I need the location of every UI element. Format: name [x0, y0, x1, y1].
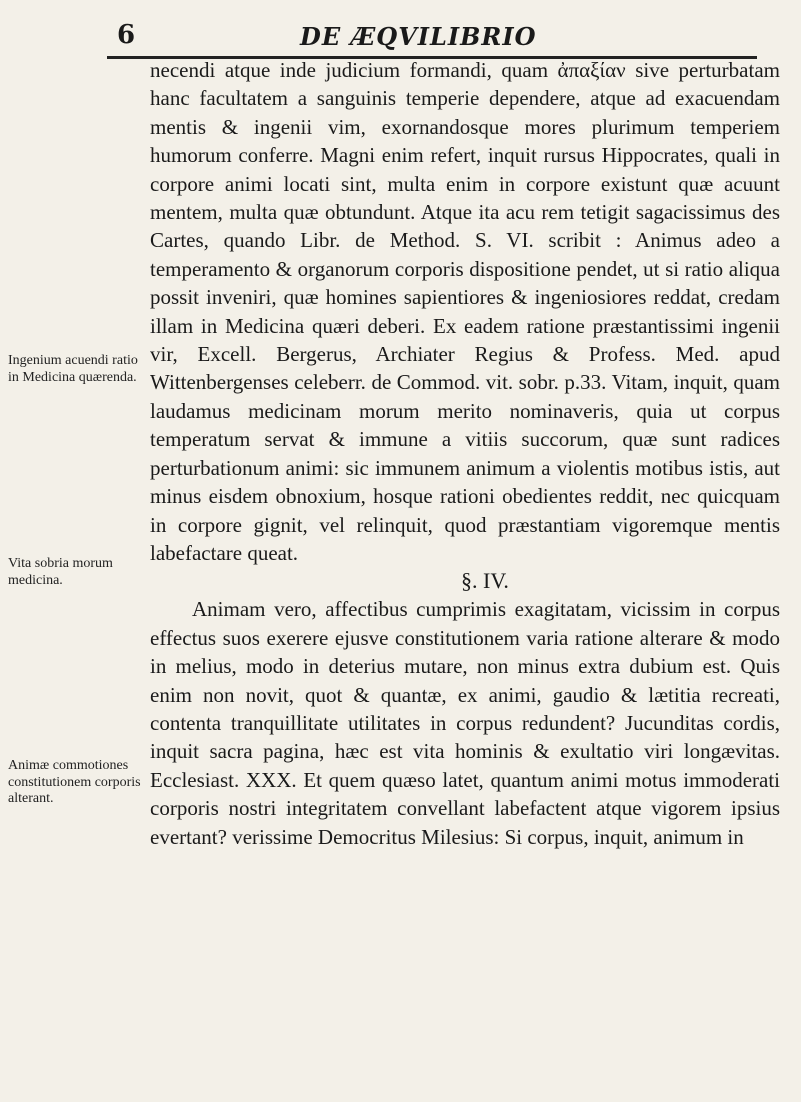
margin-note-ingenium: Ingenium acuendi ratio in Medicina quærenda.	[8, 353, 138, 385]
page-header	[95, 18, 785, 54]
main-text	[150, 56, 780, 851]
running-title: DE ÆQVILIBRIO	[300, 22, 537, 51]
section-heading: §. IV.	[461, 568, 509, 594]
margin-note-animae-commotiones: Animæ commotiones constitutionem corporis alterant.	[8, 758, 141, 806]
margin-note-vita-sobria: Vita sobria morum medicina.	[8, 556, 113, 588]
paragraph-section-iv: Animam vero, affectibus cumprimis exagitatam, vicissim in corpus effectus suos exerere ejusve constitutionem varia ratione alterare & modo in melius, modo in deterius mutare, non minus extra dubium est. Quis enim non novit, quot & quantæ, ex animi, gaudio & lætitia recreati, contenta tranquillitate utilitates in corpus redundent? Jucunditas cordis, inquit sacra pagina, hæc est vita hominis & exultatio viri longævitas. Ecclesiast. XXX. Et quem quæso latet, quantum animi motus immoderati corporis nostri integritatem convellant labefactent atque vigorem ipsius evertant? verissime Democritus Milesius: Si corpus, inquit, animum in	[150, 597, 780, 849]
paragraph-continued: necendi atque inde judicium formandi, quam ἀπαξίαν sive perturbatam hanc facultatem a sanguinis temperie dependere, atque ad exacuendam mentis & ingenii vim, exornandosque mores plurimum temperiem humorum conferre. Magni enim refert, inquit rursus Hippocrates, quali in corpore animi locati sint, multa enim in corpore existunt quæ acuunt mentem, multa quæ obtundunt. Atque ita acu rem tetigit sagacissimus des Cartes, quando Libr. de Method. S. VI. scribit : Animus adeo a temperamento & organorum corporis dispositione pendet, ut si ratio aliqua possit inveniri, quæ homines sapientiores & ingeniosiores reddat, credam illam in Medicina quæri deberi. Ex eadem ratione præstantissimi ingenii vir, Excell. Bergerus, Archiater Regius & Profess. Med. apud Wittenbergenses celeberr. de Commod. vit. sobr. p.33. Vitam, inquit, quam laudamus medicinam morum merito nominaveris, quia ut corpus temperatum servat & immune a vitiis succorum, quæ sunt radices perturbationum animi: sic immunem animum a violentis motibus istis, aut minus eisdem obnoxium, hosque rationi obedientes reddit, nec quicquam in corpore gignit, vel relinquit, quod præstantiam vigoremque mentis labefactare queat.	[150, 58, 780, 565]
page-number: 6	[117, 20, 136, 50]
